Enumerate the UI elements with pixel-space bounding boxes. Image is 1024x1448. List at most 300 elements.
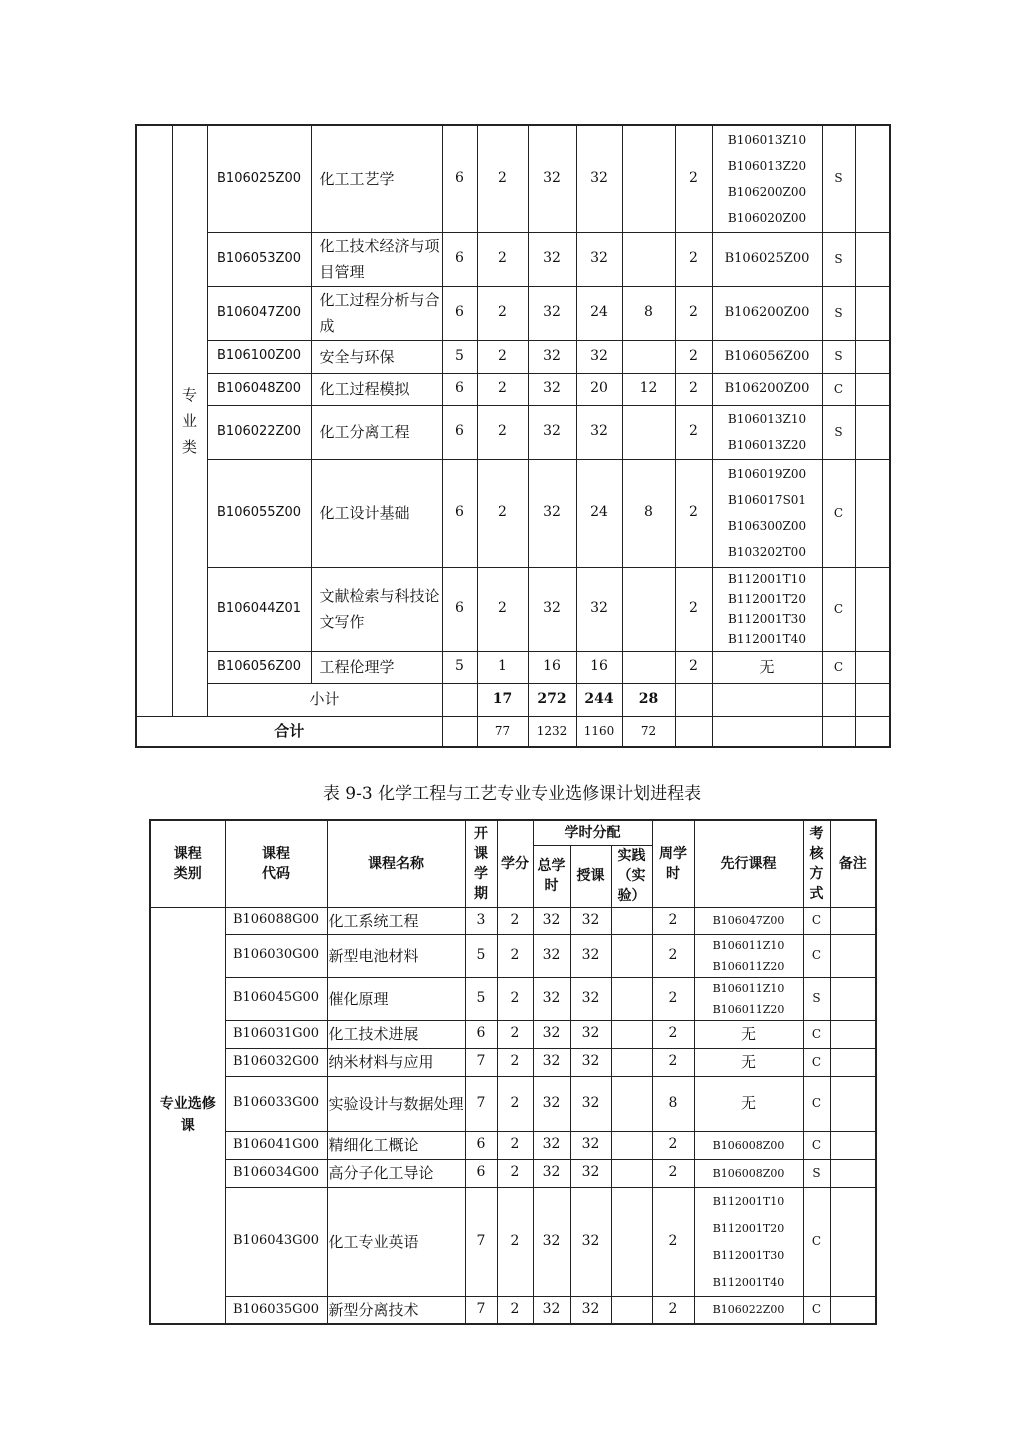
prereq-course: B106020Z00 (727, 210, 807, 225)
prerequisites (694, 977, 803, 1020)
category-cell (172, 125, 207, 716)
header-semester (465, 820, 497, 907)
lecture-hours: 32 (570, 907, 611, 934)
credit: 2 (477, 286, 528, 340)
total-practice: 72 (622, 716, 675, 747)
lecture-hours: 32 (570, 1131, 611, 1159)
exam-type: S (822, 286, 855, 340)
exam-type: S (803, 1159, 830, 1187)
table-row (150, 1187, 876, 1296)
prereq-course: B106008Z00 (712, 1166, 785, 1180)
header-note: 备注 (830, 820, 876, 907)
header-practice (611, 845, 652, 907)
semester: 6 (442, 125, 477, 232)
note (830, 1187, 876, 1296)
exam-type: C (803, 1020, 830, 1048)
header-name: 课程名称 (327, 820, 465, 907)
practice-hours (611, 1187, 652, 1296)
subtotal-total: 272 (528, 683, 576, 716)
table-row (150, 1296, 876, 1324)
credit: 2 (497, 1187, 533, 1296)
credit: 2 (477, 125, 528, 232)
exam-type: C (803, 934, 830, 977)
note (855, 125, 890, 232)
semester: 6 (465, 1131, 497, 1159)
course-name: 化工过程模拟 (311, 373, 442, 405)
total-row (136, 716, 890, 747)
exam-type: S (822, 405, 855, 459)
course-code: B106056Z00 (207, 651, 311, 683)
total-hours: 32 (528, 340, 576, 373)
note (855, 459, 890, 567)
semester: 6 (442, 405, 477, 459)
total-hours: 32 (533, 907, 570, 934)
semester: 6 (465, 1020, 497, 1048)
total-hours: 32 (528, 405, 576, 459)
prereq-course: B106047Z00 (712, 914, 785, 927)
practice-hours (611, 1131, 652, 1159)
table-row (136, 125, 890, 232)
weekly-hours: 2 (675, 651, 712, 683)
prerequisites (694, 1076, 803, 1131)
table-row (136, 405, 890, 459)
prereq-course: B106011Z10 (712, 938, 785, 952)
practice-hours (611, 907, 652, 934)
category-cell (150, 907, 225, 1324)
subtotal-credit: 17 (477, 683, 528, 716)
lecture-hours: 32 (576, 125, 622, 232)
table-row (136, 373, 890, 405)
header-code-text: 课程代码 (262, 845, 290, 882)
total-hours: 32 (528, 373, 576, 405)
header-category (150, 820, 225, 907)
lecture-hours: 32 (570, 977, 611, 1020)
prerequisites (712, 232, 822, 286)
prerequisites (712, 567, 822, 651)
exam-type: S (803, 977, 830, 1020)
prereq-course: B106017S01 (727, 493, 807, 507)
note (830, 1048, 876, 1076)
course-code: B106034G00 (225, 1159, 327, 1187)
lecture-hours: 32 (576, 340, 622, 373)
credit: 2 (497, 1048, 533, 1076)
note (855, 232, 890, 286)
header-exam (803, 820, 830, 907)
weekly-hours: 2 (675, 340, 712, 373)
practice-hours (611, 1076, 652, 1131)
total-total: 1232 (528, 716, 576, 747)
header-semester-text: 开课学期 (474, 825, 488, 902)
subtotal-lecture: 244 (576, 683, 622, 716)
course-code: B106047Z00 (207, 286, 311, 340)
semester: 6 (442, 232, 477, 286)
prereq-course: B106019Z00 (727, 467, 807, 481)
table-cell (675, 716, 712, 747)
course-code: B106031G00 (225, 1020, 327, 1048)
course-name: 化工技术经济与项目管理 (311, 232, 442, 286)
course-name: 化工系统工程 (327, 907, 465, 934)
course-name: 化工过程分析与合成 (311, 286, 442, 340)
prereq-course: B106013Z20 (727, 158, 807, 173)
prereq-course: B106022Z00 (712, 1303, 785, 1317)
weekly-hours: 2 (675, 232, 712, 286)
course-code: B106022Z00 (207, 405, 311, 459)
course-code: B106030G00 (225, 934, 327, 977)
category-label: 专业选修课 (159, 1096, 216, 1135)
table-row (150, 1076, 876, 1131)
table-row (150, 1048, 876, 1076)
table-row (150, 1020, 876, 1048)
prereq-course: B106200Z00 (724, 305, 810, 320)
prereq-course: B106013Z10 (727, 412, 807, 426)
total-hours: 32 (533, 1048, 570, 1076)
lecture-hours: 32 (576, 405, 622, 459)
weekly-hours: 2 (675, 125, 712, 232)
prereq-course: B106013Z20 (727, 438, 807, 452)
note (830, 977, 876, 1020)
prerequisites (712, 459, 822, 567)
table-row (150, 907, 876, 934)
prereq-course: B106011Z20 (712, 1002, 785, 1016)
note (855, 405, 890, 459)
credit: 2 (477, 567, 528, 651)
prereq-course: 无 (740, 1024, 756, 1043)
credit: 2 (497, 934, 533, 977)
weekly-hours: 8 (652, 1076, 694, 1131)
table-body (136, 125, 890, 747)
course-plan-table-electives (149, 819, 877, 1325)
course-name: 化工设计基础 (311, 459, 442, 567)
practice-hours: 8 (622, 459, 675, 567)
credit: 2 (497, 977, 533, 1020)
exam-type: C (803, 907, 830, 934)
header-weekly-text: 周学时 (659, 845, 687, 882)
subtotal-label: 小计 (207, 683, 442, 716)
note (855, 286, 890, 340)
lecture-hours: 32 (570, 934, 611, 977)
total-hours: 32 (533, 934, 570, 977)
prereq-course: B112001T20 (728, 592, 806, 606)
total-hours: 32 (533, 1076, 570, 1131)
prerequisites (712, 405, 822, 459)
note (855, 567, 890, 651)
weekly-hours: 2 (675, 405, 712, 459)
note (830, 1159, 876, 1187)
prereq-course: B106200Z00 (724, 381, 810, 396)
table-row (150, 934, 876, 977)
credit: 2 (497, 1020, 533, 1048)
practice-hours (611, 1020, 652, 1048)
semester: 5 (442, 340, 477, 373)
prereq-course: 无 (740, 1094, 756, 1113)
weekly-hours: 2 (652, 1131, 694, 1159)
course-name: 工程伦理学 (311, 651, 442, 683)
credit: 2 (497, 1159, 533, 1187)
table-cell (712, 716, 822, 747)
semester: 5 (442, 651, 477, 683)
practice-hours: 12 (622, 373, 675, 405)
table-row (136, 340, 890, 373)
course-name: 化工专业英语 (327, 1187, 465, 1296)
practice-hours (611, 977, 652, 1020)
course-name: 新型电池材料 (327, 934, 465, 977)
table-body (150, 907, 876, 1324)
semester: 5 (465, 934, 497, 977)
course-code: B106032G00 (225, 1048, 327, 1076)
exam-type: S (822, 232, 855, 286)
prerequisites (712, 651, 822, 683)
course-code: B106045G00 (225, 977, 327, 1020)
exam-type: C (803, 1076, 830, 1131)
credit: 2 (497, 1296, 533, 1324)
header-hours: 学时分配 (533, 820, 652, 845)
weekly-hours: 2 (652, 934, 694, 977)
prereq-course: B103202T00 (728, 545, 806, 559)
lecture-hours: 32 (570, 1159, 611, 1187)
total-hours: 32 (528, 125, 576, 232)
total-hours: 32 (533, 1131, 570, 1159)
prereq-course: B112001T10 (728, 572, 806, 586)
course-code: B106088G00 (225, 907, 327, 934)
prerequisites (694, 1020, 803, 1048)
table-cell (442, 716, 477, 747)
header-category-text: 课程类别 (173, 845, 202, 882)
prerequisites (694, 1131, 803, 1159)
total-hours: 32 (533, 977, 570, 1020)
prerequisites (694, 1296, 803, 1324)
lecture-hours: 24 (576, 286, 622, 340)
weekly-hours: 2 (675, 286, 712, 340)
semester: 6 (442, 373, 477, 405)
exam-type: C (803, 1131, 830, 1159)
total-credit: 77 (477, 716, 528, 747)
total-hours: 32 (533, 1187, 570, 1296)
practice-hours: 8 (622, 286, 675, 340)
semester: 7 (465, 1076, 497, 1131)
course-name: 文献检索与科技论文写作 (311, 567, 442, 651)
credit: 2 (497, 1076, 533, 1131)
table-row (136, 286, 890, 340)
header-total-text: 总学时 (537, 858, 566, 894)
course-code: B106043G00 (225, 1187, 327, 1296)
semester: 7 (465, 1048, 497, 1076)
prerequisites (712, 373, 822, 405)
credit: 2 (497, 907, 533, 934)
credit: 1 (477, 651, 528, 683)
exam-type: C (822, 651, 855, 683)
note (830, 1020, 876, 1048)
header-code (225, 820, 327, 907)
exam-type: C (822, 373, 855, 405)
lecture-hours: 32 (570, 1048, 611, 1076)
note (855, 651, 890, 683)
total-hours: 32 (533, 1159, 570, 1187)
total-hours: 32 (528, 459, 576, 567)
table-caption: 表 9-3 化学工程与工艺专业专业选修课计划进程表 (322, 784, 702, 804)
prerequisites (694, 1159, 803, 1187)
exam-type: C (822, 567, 855, 651)
section-blank-cell (136, 125, 172, 716)
credit: 2 (477, 232, 528, 286)
table-row (136, 651, 890, 683)
subtotal-practice: 28 (622, 683, 675, 716)
prereq-course: B106200Z00 (727, 184, 807, 199)
header-exam-text: 考核方式 (809, 825, 824, 902)
prereq-course: B106011Z20 (712, 959, 785, 973)
semester: 6 (442, 567, 477, 651)
prerequisites (694, 907, 803, 934)
course-name: 新型分离技术 (327, 1296, 465, 1324)
note (830, 907, 876, 934)
subtotal-row (136, 683, 890, 716)
exam-type: S (822, 340, 855, 373)
weekly-hours: 2 (652, 1296, 694, 1324)
practice-hours (622, 405, 675, 459)
semester: 6 (442, 459, 477, 567)
note (855, 340, 890, 373)
course-name: 催化原理 (327, 977, 465, 1020)
course-code: B106033G00 (225, 1076, 327, 1131)
prereq-course: B112001T10 (712, 1194, 785, 1208)
prereq-course: B112001T40 (712, 1275, 785, 1289)
table-row (150, 977, 876, 1020)
lecture-hours: 32 (570, 1020, 611, 1048)
practice-hours (622, 567, 675, 651)
total-hours: 32 (528, 232, 576, 286)
practice-hours (622, 125, 675, 232)
lecture-hours: 32 (570, 1187, 611, 1296)
prereq-course: 无 (740, 1052, 756, 1071)
prerequisites (694, 1187, 803, 1296)
course-code: B106035G00 (225, 1296, 327, 1324)
course-name: 实验设计与数据处理 (327, 1076, 465, 1131)
prereq-course: B106300Z00 (727, 519, 807, 533)
weekly-hours: 2 (652, 1020, 694, 1048)
table-cell (855, 683, 890, 716)
prereq-course: B106013Z10 (727, 132, 807, 147)
course-plan-table-specialized (135, 124, 891, 748)
course-code: B106055Z00 (207, 459, 311, 567)
credit: 2 (477, 405, 528, 459)
semester: 6 (465, 1159, 497, 1187)
table-row (150, 1131, 876, 1159)
header-practice-text: 实践（实验） (617, 848, 646, 904)
exam-type: C (803, 1296, 830, 1324)
weekly-hours: 2 (652, 1187, 694, 1296)
header-weekly (652, 820, 694, 907)
credit: 2 (497, 1131, 533, 1159)
header-credit: 学分 (497, 820, 533, 907)
practice-hours (611, 1296, 652, 1324)
course-name: 高分子化工导论 (327, 1159, 465, 1187)
exam-type: C (803, 1187, 830, 1296)
weekly-hours: 2 (675, 567, 712, 651)
header-prereq: 先行课程 (694, 820, 803, 907)
lecture-hours: 32 (570, 1076, 611, 1131)
credit: 2 (477, 340, 528, 373)
prerequisites (712, 125, 822, 232)
prereq-course: B112001T40 (728, 632, 806, 646)
course-name: 纳米材料与应用 (327, 1048, 465, 1076)
prereq-course: B106008Z00 (712, 1138, 785, 1152)
weekly-hours: 2 (675, 373, 712, 405)
total-hours: 32 (533, 1020, 570, 1048)
lecture-hours: 20 (576, 373, 622, 405)
lecture-hours: 16 (576, 651, 622, 683)
prereq-course: B106011Z10 (712, 981, 785, 995)
note (855, 373, 890, 405)
course-name: 安全与环保 (311, 340, 442, 373)
lecture-hours: 32 (570, 1296, 611, 1324)
credit: 2 (477, 373, 528, 405)
prereq-course: B112001T30 (728, 612, 806, 626)
total-hours: 16 (528, 651, 576, 683)
practice-hours (622, 651, 675, 683)
prerequisites (712, 340, 822, 373)
practice-hours (611, 1048, 652, 1076)
table-row (136, 567, 890, 651)
weekly-hours: 2 (652, 977, 694, 1020)
semester: 7 (465, 1187, 497, 1296)
exam-type: C (822, 459, 855, 567)
course-code: B106025Z00 (207, 125, 311, 232)
exam-type: S (822, 125, 855, 232)
table-cell (442, 683, 477, 716)
semester: 5 (465, 977, 497, 1020)
course-name: 精细化工概论 (327, 1131, 465, 1159)
exam-type: C (803, 1048, 830, 1076)
course-name: 化工分离工程 (311, 405, 442, 459)
practice-hours (622, 232, 675, 286)
semester: 7 (465, 1296, 497, 1324)
course-code: B106048Z00 (207, 373, 311, 405)
weekly-hours: 2 (652, 1048, 694, 1076)
category-label: 专业类 (181, 385, 197, 456)
table-cell (822, 683, 855, 716)
total-label: 合计 (136, 716, 442, 747)
practice-hours (611, 934, 652, 977)
table-cell (822, 716, 855, 747)
semester: 3 (465, 907, 497, 934)
practice-hours (622, 340, 675, 373)
weekly-hours: 2 (652, 907, 694, 934)
table-row (136, 232, 890, 286)
weekly-hours: 2 (675, 459, 712, 567)
credit: 2 (477, 459, 528, 567)
practice-hours (611, 1159, 652, 1187)
course-code: B106041G00 (225, 1131, 327, 1159)
table-row (136, 459, 890, 567)
lecture-hours: 32 (576, 232, 622, 286)
table-row (150, 1159, 876, 1187)
prerequisites (712, 286, 822, 340)
note (830, 934, 876, 977)
prereq-course: B112001T20 (712, 1221, 785, 1235)
note (830, 1131, 876, 1159)
header-total (533, 845, 570, 907)
total-hours: 32 (528, 286, 576, 340)
total-hours: 32 (533, 1296, 570, 1324)
prereq-course: B106056Z00 (724, 348, 810, 364)
prerequisites (694, 934, 803, 977)
prereq-course: B106025Z00 (724, 251, 810, 266)
total-hours: 32 (528, 567, 576, 651)
course-name: 化工工艺学 (311, 125, 442, 232)
prereq-course: 无 (759, 657, 775, 676)
header-row (150, 820, 876, 845)
course-code: B106053Z00 (207, 232, 311, 286)
course-code: B106100Z00 (207, 340, 311, 373)
